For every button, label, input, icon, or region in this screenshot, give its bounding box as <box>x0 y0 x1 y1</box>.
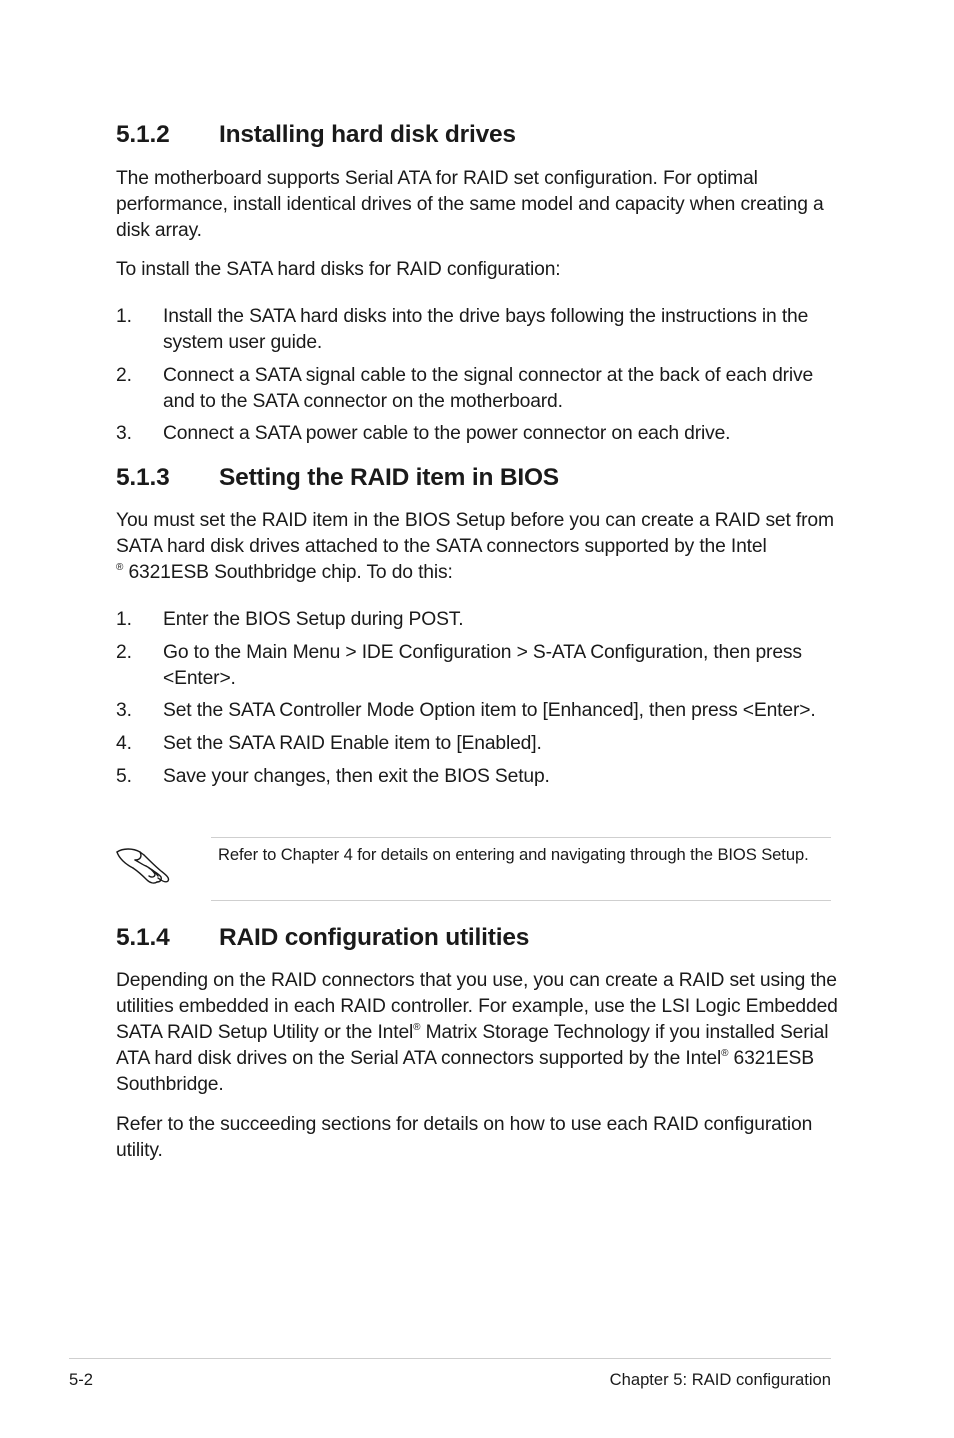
list-number: 1. <box>116 306 132 327</box>
section-intro <box>116 508 838 586</box>
section-number: 5.1.4 <box>116 924 170 951</box>
section-paragraph: Refer to the succeeding sections for details on how to use each RAID configuration utility. <box>116 1114 813 1161</box>
intro-text: You must set the RAID item in the BIOS Setup before you can create a RAID set from SATA hard disk drives attached to the SATA connectors supported by the Intel <box>116 510 834 557</box>
note-bottom-rule <box>211 900 831 901</box>
list-number: 1. <box>116 609 132 630</box>
chapter-title: Chapter 5: RAID configuration <box>609 1370 831 1389</box>
list-item <box>116 764 836 790</box>
section-lead: To install the SATA hard disks for RAID configuration: <box>116 259 561 280</box>
note-top-rule <box>211 837 831 838</box>
page-number: 5-2 <box>69 1370 93 1389</box>
list-number: 3. <box>116 423 132 444</box>
list-number: 3. <box>116 700 132 721</box>
paragraph-text: Depending on the RAID connectors that you use, you can create a RAID set using the utilities embedded in each RAID controller. For example, use the LSI Logic Embedded SATA RAID Setup Utility or the Intel <box>116 970 838 1043</box>
section-intro: The motherboard supports Serial ATA for RAID set configuration. For optimal performance, install identical drives of the same model and capacity when creating a disk array. <box>116 168 824 241</box>
list-number: 5. <box>116 766 132 787</box>
section-heading-5-1-4 <box>116 924 529 952</box>
section-heading-5-1-3 <box>116 464 559 492</box>
section-title: RAID configuration utilities <box>219 924 530 951</box>
section-number: 5.1.3 <box>116 464 170 491</box>
list-text: Connect a SATA signal cable to the signal connector at the back of each drive and to the SATA connector on the motherboard. <box>163 365 814 412</box>
registered-mark: ® <box>413 1021 421 1033</box>
paragraph-text: Matrix Storage Technology if you installed Serial ATA hard disk drives on the Serial ATA connectors supported by the Intel <box>116 1022 829 1069</box>
list-text: Set the SATA Controller Mode Option item to [Enhanced], then press <Enter>. <box>163 700 816 721</box>
list-item <box>116 304 836 356</box>
section-title: Setting the RAID item in BIOS <box>219 464 559 491</box>
registered-mark: ® <box>116 561 124 573</box>
list-item <box>116 640 836 692</box>
list-text: Install the SATA hard disks into the drive bays following the instructions in the system user guide. <box>163 306 809 353</box>
list-text: Go to the Main Menu > IDE Configuration > S-ATA Configuration, then press <Enter>. <box>163 642 802 689</box>
list-text: Enter the BIOS Setup during POST. <box>163 609 464 630</box>
list-item <box>116 731 836 757</box>
list-item <box>116 421 836 447</box>
list-text: Save your changes, then exit the BIOS Setup. <box>163 766 550 787</box>
list-item <box>116 698 856 724</box>
section-paragraph <box>116 968 840 1098</box>
list-item <box>116 363 836 415</box>
list-number: 2. <box>116 365 132 386</box>
footer-rule <box>69 1358 831 1359</box>
section-heading-5-1-2 <box>116 121 516 149</box>
section-number: 5.1.2 <box>116 121 170 148</box>
list-text: Set the SATA RAID Enable item to [Enabled]. <box>163 733 542 754</box>
list-number: 4. <box>116 733 132 754</box>
section-title: Installing hard disk drives <box>219 121 516 148</box>
registered-mark: ® <box>721 1047 729 1059</box>
intro-text: 6321ESB Southbridge chip. To do this: <box>128 562 453 583</box>
pointing-hand-icon <box>113 842 173 886</box>
list-text: Connect a SATA power cable to the power connector on each drive. <box>163 423 731 444</box>
paragraph-text: 6321ESB Southbridge. <box>116 1048 814 1095</box>
list-item <box>116 607 836 633</box>
list-number: 2. <box>116 642 132 663</box>
note-text: Refer to Chapter 4 for details on entering and navigating through the BIOS Setup. <box>218 845 809 864</box>
